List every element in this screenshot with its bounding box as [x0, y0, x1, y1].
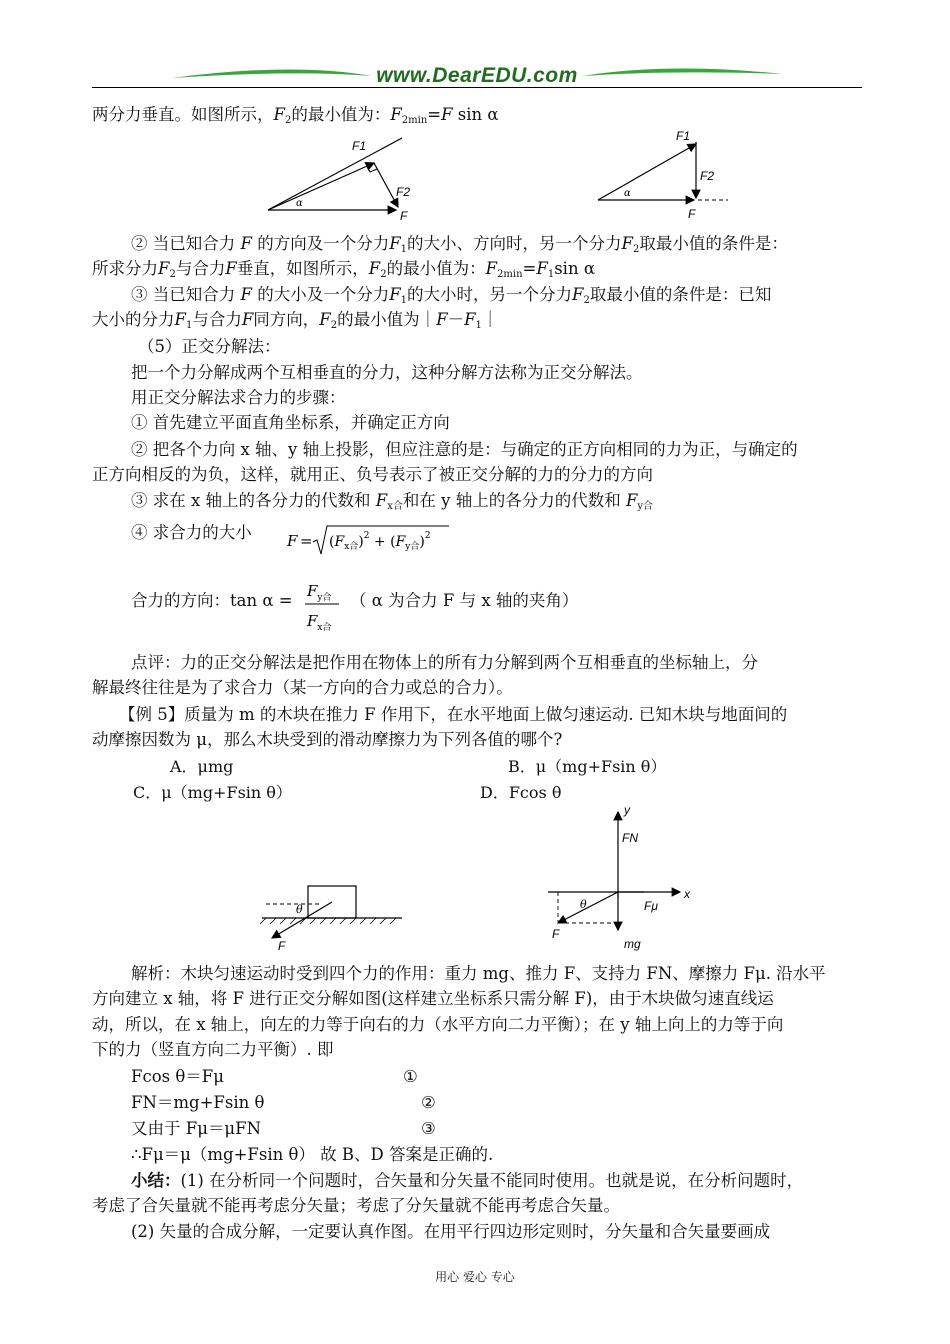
text-solution-a: 解析：木块匀速运动时受到四个力的作用：重力 mg、推力 F、支持力 FN、摩擦力 Fμ. 沿水平	[131, 964, 826, 983]
label-f1: F1	[676, 129, 691, 143]
option-b: B．μ（mg+Fsin θ）	[508, 757, 667, 776]
figure-force-axes	[548, 800, 698, 960]
option-c: C．μ（mg+Fsin θ）	[133, 783, 292, 802]
formula-direction-fraction	[303, 576, 343, 634]
svg-text:=: =	[300, 532, 313, 550]
svg-text:Fx合: $F_{x合}$	[307, 612, 332, 633]
label-f2: F2	[700, 169, 715, 183]
text-direction-note: （ α 为合力 F 与 x 轴的夹角）	[350, 591, 579, 610]
summary-line-1: 小结：(1) 在分析同一个问题时，合矢量和分矢量不能同时使用。也就是说，在分析问题时，	[131, 1171, 804, 1190]
text-line-p3b: 大小的分力$F_1$与合力F同方向，$F_2$的最小值为$|F-F_1|$	[92, 310, 499, 331]
label-y: y	[624, 803, 630, 817]
f1-direction-line	[268, 138, 402, 210]
label-theta: θ	[296, 903, 303, 916]
text-s5-2: 用正交分解法求合力的步骤：	[131, 388, 346, 407]
text-line-p3a: ③ 当已知合力 F 的大小及一个分力$F_1$的大小时，另一个分力$F_2$取最小值的条件是：已知	[131, 285, 772, 306]
text-s5-1: 把一个力分解成两个互相垂直的分力，这种分解方法称为正交分解法。	[131, 363, 643, 382]
label-f: F	[688, 207, 696, 221]
label-f1: F1	[352, 139, 367, 153]
equation-1-number: ①	[403, 1067, 418, 1086]
label-f: F	[552, 927, 560, 941]
svg-text:Fy合: $F_{y合}$	[307, 582, 332, 603]
figure-block-on-ground	[260, 880, 410, 960]
site-logo-text[interactable]: www.DearEDU.com	[376, 64, 578, 87]
f2-arrow	[374, 163, 398, 207]
page-footer: 用心 爱心 专心	[435, 1270, 515, 1284]
option-a: A．μmg	[170, 757, 234, 776]
equation-3: 又由于 Fμ＝μFN	[131, 1119, 262, 1138]
label-alpha: α	[296, 198, 303, 209]
text-comment-b: 解最终往往是为了求合力（某一方向的合力或总的合力）。	[92, 678, 513, 697]
summary-line-2: 考虑了合矢量就不能再考虑分矢量；考虑了分矢量就不能再考虑合矢量。	[92, 1196, 620, 1215]
label-f: F	[278, 939, 286, 953]
svg-text:(Fx合)2 + (Fy合)2: $(F_{x合})^2 + (F_{y合})^2$	[329, 531, 431, 552]
text-line-1: 两分力垂直。如图所示，$F_2$的最小值为：$F_{2min}=F$ sin α	[92, 105, 499, 126]
text-s5-5: ③ 求在 x 轴上的各分力的代数和 $F_{x合}$和在 y 轴上的各分力的代数和 $F_{y合}$	[131, 491, 654, 512]
equation-2-number: ②	[421, 1093, 436, 1112]
text-s5-4a: ② 把各个力向 x 轴、y 轴上投影，但应注意的是：与确定的正方向相同的力为正，与确定的	[131, 440, 798, 459]
f1-arrow	[598, 144, 696, 200]
label-fmu: Fμ	[644, 899, 658, 913]
figure-force-min-1	[262, 128, 422, 223]
text-example-5a: 【例 5】质量为 m 的木块在推力 F 作用下，在水平地面上做匀速运动. 已知木块与地面间的	[119, 705, 788, 724]
conclusion: ∴Fμ＝μ（mg+Fsin θ） 故 B、D 答案是正确的.	[131, 1145, 494, 1164]
text-s5-6: ④ 求合力的大小	[131, 523, 252, 542]
label-fn: FN	[622, 831, 638, 845]
summary-label: 小结：	[131, 1171, 181, 1190]
formula-magnitude	[283, 522, 473, 560]
label-f: F	[400, 209, 408, 223]
f1-arrow	[268, 163, 374, 210]
equation-1: Fcos θ＝Fμ	[131, 1067, 224, 1086]
text-example-5b: 动摩擦因数为 μ，那么木块受到的滑动摩擦力为下列各值的哪个?	[92, 730, 563, 749]
ground-hatch	[260, 918, 396, 924]
equation-2: FN＝mg+Fsin θ	[131, 1093, 265, 1112]
text-line-p2b: 所求分力$F_2$与合力F垂直，如图所示，$F_2$的最小值为：$F_{2min}=F_1\sin$ α	[92, 259, 595, 280]
text-s5-4b: 正方向相反的为负，这样，就用正、负号表示了被正交分解的力的分力的方向	[92, 465, 653, 484]
figure-force-min-2	[594, 124, 744, 222]
label-theta: θ	[580, 898, 587, 911]
svg-text:F: F	[287, 532, 298, 550]
text-solution-c: 动，所以，在 x 轴上，向左的力等于向右的力（水平方向二力平衡）；在 y 轴上向上的力等于向	[92, 1015, 784, 1034]
text-s5-3: ① 首先建立平面直角坐标系，并确定正方向	[131, 413, 450, 432]
equation-3-number: ③	[421, 1119, 436, 1138]
push-force-arrow	[558, 892, 618, 923]
label-f2: F2	[396, 185, 411, 199]
text-solution-b: 方向建立 x 轴，将 F 进行正交分解如图(这样建立坐标系只需分解 F)，由于木块做匀速直线运	[92, 989, 774, 1008]
text-line-p2a: ② 当已知合力 F 的方向及一个分力$F_1$的大小、方向时，另一个分力$F_2$取最小值的条件是：	[131, 234, 788, 255]
label-alpha: α	[624, 188, 631, 199]
label-mg: mg	[624, 937, 641, 951]
text-comment-a: 点评：力的正交分解法是把作用在物体上的所有力分解到两个互相垂直的坐标轴上，分	[131, 653, 758, 672]
section-5-title: （5）正交分解法：	[138, 337, 281, 356]
option-d: D．Fcos θ	[480, 783, 562, 802]
label-x: x	[684, 887, 690, 901]
header-rule	[92, 87, 862, 88]
text-solution-d: 下的力（竖直方向二力平衡）. 即	[92, 1040, 334, 1059]
text-direction-label: 合力的方向：tan α =	[131, 591, 293, 610]
summary-line-3: (2) 矢量的合成分解，一定要认真作图。在用平行四边形定则时，分矢量和合矢量要画成	[131, 1222, 771, 1241]
